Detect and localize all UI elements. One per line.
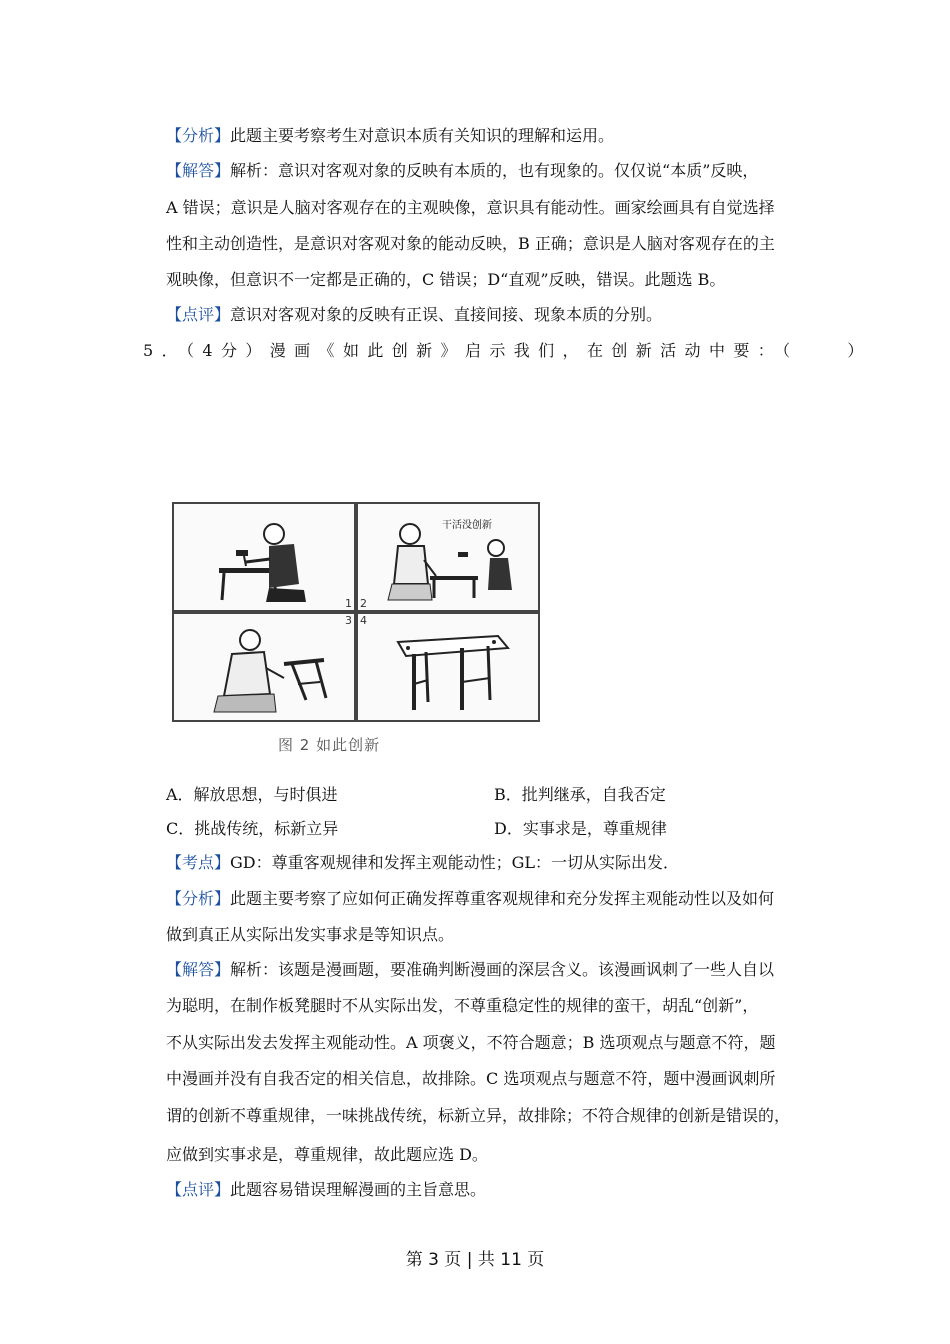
comment-tag: 【点评】 xyxy=(166,305,231,324)
panel-number: 2 xyxy=(360,597,367,610)
comment-text: 意识对客观对象的反映有正误、直接间接、现象本质的分别。 xyxy=(230,305,663,324)
comic-panel-2 xyxy=(356,502,540,612)
comic-panel-4 xyxy=(356,612,540,722)
comment-tag: 【点评】 xyxy=(166,1180,231,1199)
page-footer: 第 3 页 | 共 11 页 xyxy=(405,1250,545,1270)
answer-tag: 【解答】 xyxy=(166,960,231,979)
q4-answer-line-4: 观映像，但意识不一定都是正确的，C 错误；D“直观”反映，错误。此题选 B。 xyxy=(166,270,726,289)
q5-comment xyxy=(166,1180,486,1200)
comic-figure xyxy=(168,500,540,755)
speech-bubble-text: 干活没创新 xyxy=(442,520,492,531)
comic-panel-1 xyxy=(172,502,356,612)
q4-answer-line-3: 性和主动创造性，是意识对客观对象的能动反映，B 正确；意识是人脑对客观存在的主 xyxy=(166,234,775,253)
q4-analysis xyxy=(166,126,614,146)
answer-text: 解析：意识对客观对象的反映有本质的，也有现象的。仅仅说“本质”反映， xyxy=(230,161,759,180)
option-b: B．批判继承，自我否定 xyxy=(494,785,666,804)
option-a: A．解放思想，与时俱进 xyxy=(166,785,338,804)
q5-answer-line-5: 谓的创新不尊重规律，一味挑战传统，标新立异，故排除；不符合规律的创新是错误的， xyxy=(166,1106,791,1125)
analysis-tag: 【分析】 xyxy=(166,889,231,908)
panel-number: 4 xyxy=(360,614,367,627)
panel-number: 3 xyxy=(345,614,352,627)
q5-answer-line-6: 应做到实事求是，尊重规律，故此题应选 D。 xyxy=(166,1145,488,1164)
panel-4-drawing xyxy=(358,614,538,720)
q5-answer-line-1 xyxy=(166,960,774,980)
q4-answer-line-2: A 错误；意识是人脑对客观存在的主观映像，意识具有能动性。画家绘画具有自觉选择 xyxy=(166,198,775,217)
analysis-text: 此题主要考察考生对意识本质有关知识的理解和运用。 xyxy=(230,126,615,145)
q5-answer-line-2: 为聪明，在制作板凳腿时不从实际出发，不尊重稳定性的规律的蛮干，胡乱“创新”， xyxy=(166,996,759,1015)
q4-comment xyxy=(166,305,662,325)
panel-1-drawing xyxy=(174,504,354,610)
q5-answer-line-3: 不从实际出发去发挥主观能动性。A 项褒义，不符合题意；B 选项观点与题意不符，题 xyxy=(166,1033,776,1052)
answer-text: 解析：该题是漫画题，要准确判断漫画的深层含义。该漫画讽刺了一些人自以 xyxy=(230,960,775,979)
q5-analysis-line-2: 做到真正从实际出发实事求是等知识点。 xyxy=(166,925,455,944)
q5-point xyxy=(166,853,679,873)
panel-3-drawing xyxy=(174,614,354,720)
figure-caption: 图 2 如此创新 xyxy=(278,736,381,754)
analysis-text: 此题主要考察了应如何正确发挥尊重客观规律和充分发挥主观能动性以及如何 xyxy=(230,889,775,908)
answer-tag: 【解答】 xyxy=(166,161,231,180)
q4-answer-line-1 xyxy=(166,161,758,181)
comic-panel-3 xyxy=(172,612,356,722)
point-tag: 【考点】 xyxy=(166,853,231,872)
q5-stem: 5．（4分）漫画《如此创新》启示我们，在创新活动中要：（ ） xyxy=(143,341,872,360)
comment-text: 此题容易错误理解漫画的主旨意思。 xyxy=(230,1180,487,1199)
analysis-tag: 【分析】 xyxy=(166,126,231,145)
option-c: C．挑战传统，标新立异 xyxy=(166,819,339,838)
point-text: GD：尊重客观规律和发挥主观能动性；GL：一切从实际出发． xyxy=(230,853,680,872)
option-d: D．实事求是，尊重规律 xyxy=(494,819,667,838)
q5-answer-line-4: 中漫画并没有自我否定的相关信息，故排除。C 选项观点与题意不符，题中漫画讽刺所 xyxy=(166,1069,776,1088)
q5-analysis-line-1 xyxy=(166,889,774,909)
panel-number: 1 xyxy=(345,597,352,610)
